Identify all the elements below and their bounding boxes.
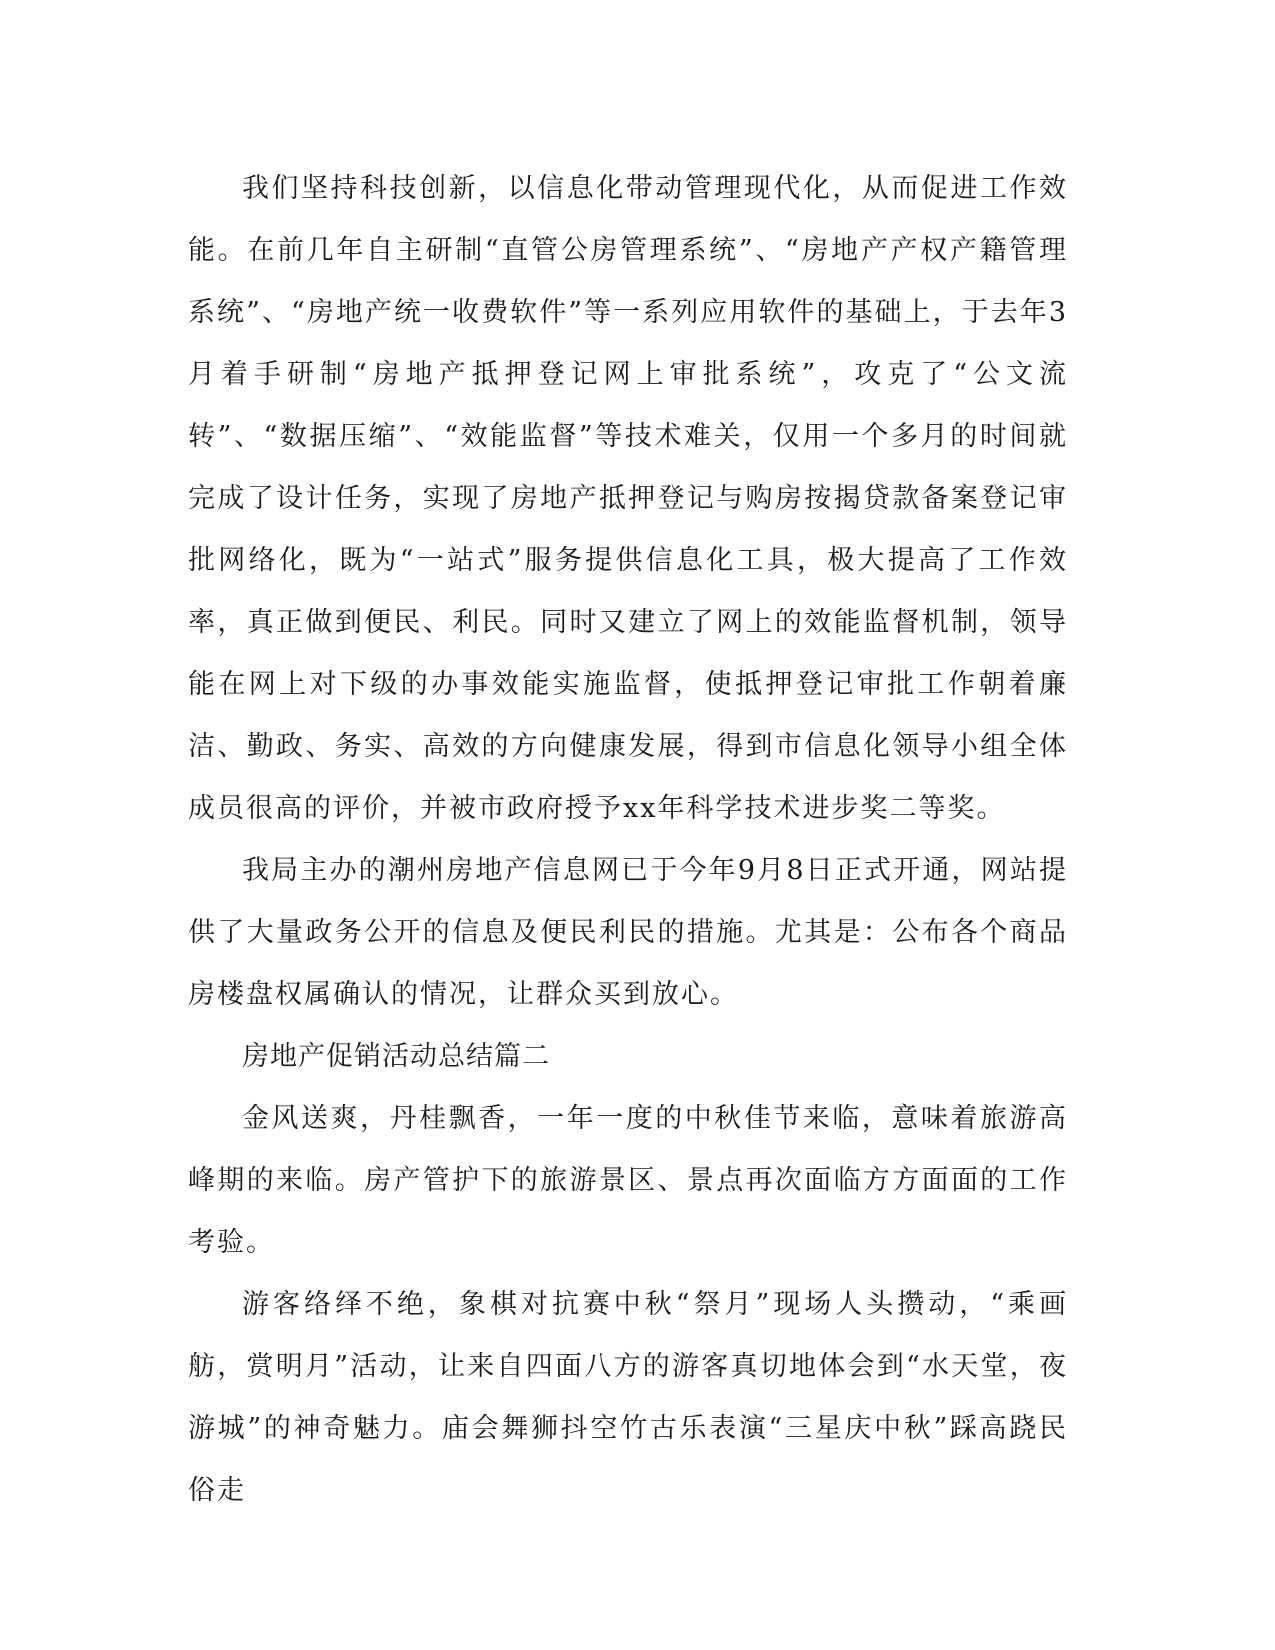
paragraph-visitors: 游客络绎不绝，象棋对抗赛中秋“祭月”现场人头攒动，“乘画舫，赏明月”活动，让来自四面八方的游客真切地体会到“水天堂，夜游城”的神奇魅力。庙会舞狮抖空竹古乐表演“三星庆中秋”踩高跷民俗走: [188, 1289, 1068, 1506]
document-body: [188, 158, 1068, 1522]
paragraph-info-website: 我局主办的潮州房地产信息网已于今年9月8日正式开通，网站提供了大量政务公开的信息及便民利民的措施。尤其是：公布各个商品房楼盘权属确认的情况，让群众买到放心。: [188, 855, 1068, 1010]
paragraph-tech-innovation: 我们坚持科技创新，以信息化带动管理现代化，从而促进工作效能。在前几年自主研制“直管公房管理系统”、“房地产产权产籍管理系统”、“房地产统一收费软件”等一系列应用软件的基础上，于去年3月着手研制“房地产抵押登记网上审批系统”，攻克了“公文流转”、“数据压缩”、“效能监督”等技术难关，仅用一个多月的时间就完成了设计任务，实现了房地产抵押登记与购房按揭贷款备案登记审批网络化，既为“一站式”服务提供信息化工具，极大提高了工作效率，真正做到便民、利民。同时又建立了网上的效能监督机制，领导能在网上对下级的办事效能实施监督，使抵押登记审批工作朝着廉洁、勤政、务实、高效的方向健康发展，得到市信息化领导小组全体成员很高的评价，并被市政府授予xx年科学技术进步奖二等奖。: [188, 173, 1068, 824]
paragraph-mid-autumn: 金风送爽，丹桂飘香，一年一度的中秋佳节来临，意味着旅游高峰期的来临。房产管护下的旅游景区、景点再次面临方方面面的工作考验。: [188, 1103, 1068, 1258]
section-heading: 房地产促销活动总结篇二: [242, 1041, 550, 1072]
